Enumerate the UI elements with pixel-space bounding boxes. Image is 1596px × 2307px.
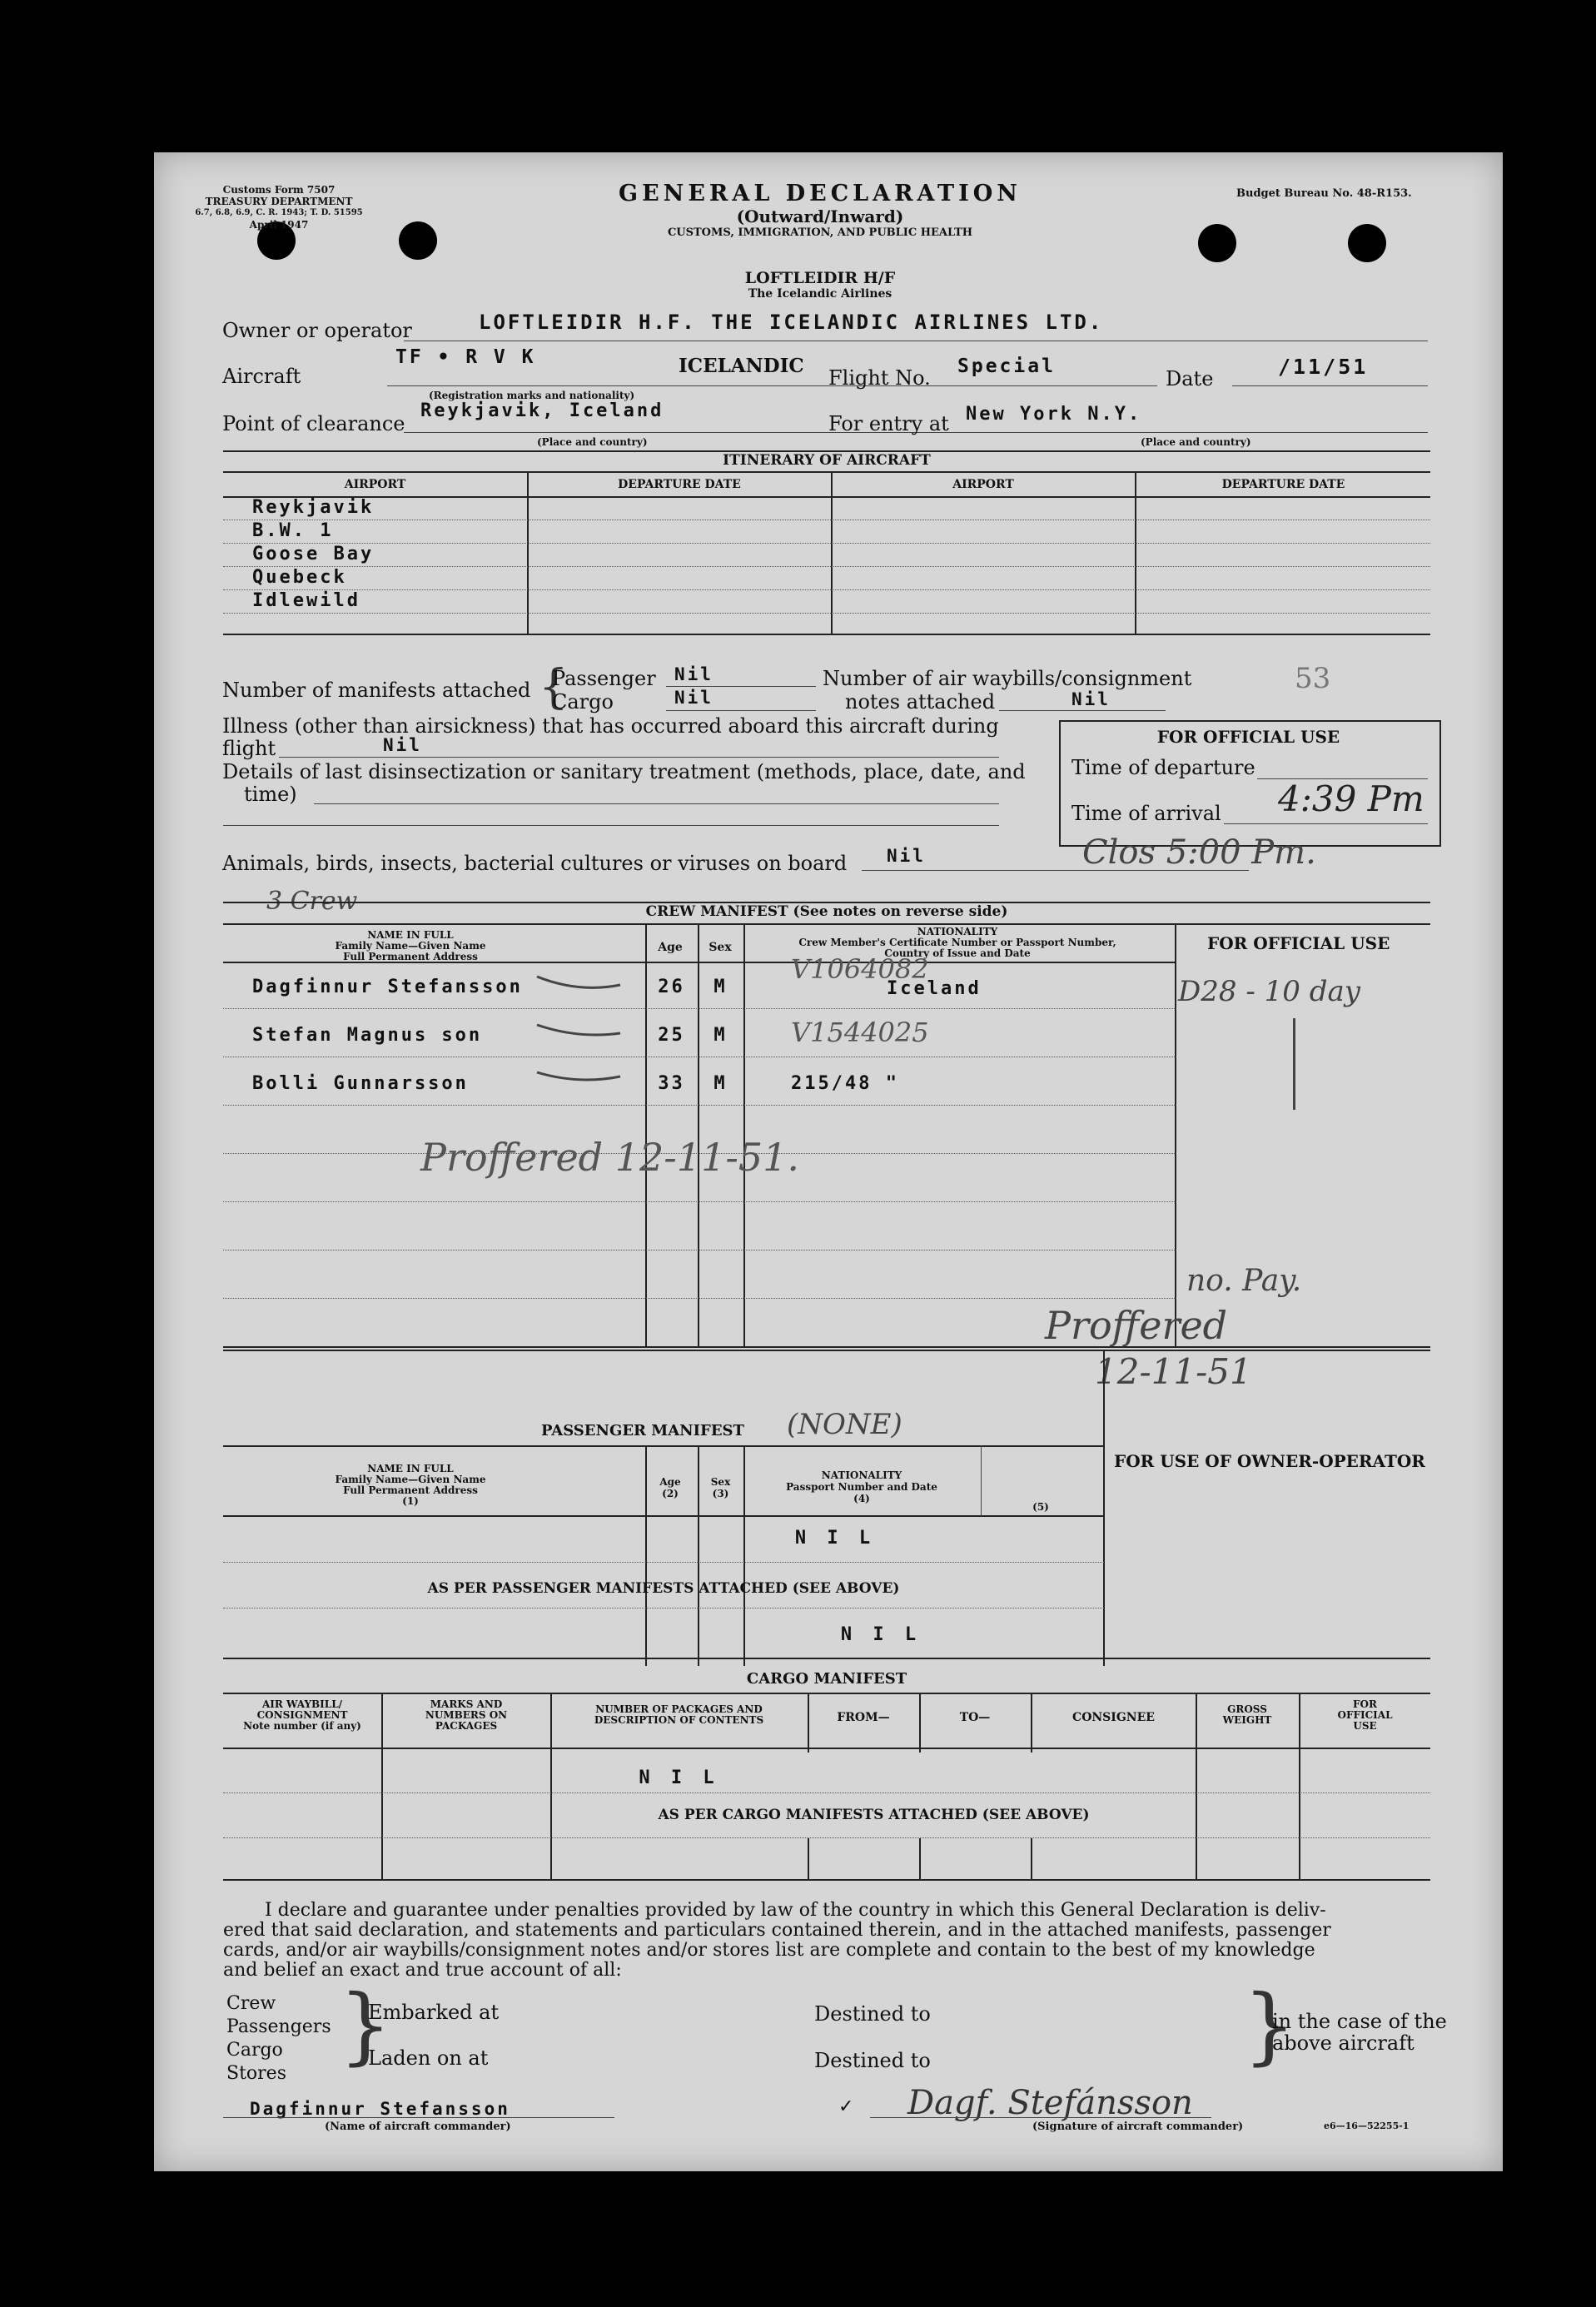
passenger-col-sex-line: Sex <box>710 1476 731 1488</box>
case-note-line: in the case of the <box>1272 2010 1447 2033</box>
official-use-title: FOR OFFICIAL USE <box>1156 727 1340 747</box>
declaration-text <box>223 1901 1430 1981</box>
entry-value: New York N.Y. <box>966 404 1142 425</box>
cargo-manifest-value: Nil <box>674 688 713 708</box>
cargo-rule <box>223 1837 1430 1838</box>
aircraft-value: TF • R V K <box>395 346 536 368</box>
crew-age: 26 <box>658 977 685 997</box>
clearance-label: Point of clearance <box>222 412 405 435</box>
close-time-note: Clos 5:00 Pm. <box>1082 833 1316 872</box>
crew-col-sex: Sex <box>709 941 732 954</box>
owner-operator-use: FOR USE OF OWNER-OPERATOR <box>1114 1451 1425 1471</box>
cargo-divider <box>808 1693 809 1753</box>
date-label: Date <box>1166 367 1214 390</box>
cargo-col-number-line: DESCRIPTION OF CONTENTS <box>594 1714 764 1726</box>
crew-rule <box>223 1201 1176 1202</box>
crew-col-nat-line: Country of Issue and Date <box>884 947 1031 959</box>
crew-sex: M <box>713 977 728 997</box>
airline-sub: The Icelandic Airlines <box>748 287 892 301</box>
cargo-col-waybill-line: Note number (if any) <box>243 1720 361 1732</box>
passenger-nil-2: N I L <box>840 1624 922 1645</box>
form-title <box>570 181 1070 239</box>
crew-name: Dagfinnur Stefansson <box>252 977 523 997</box>
budget-bureau: Budget Bureau No. 48-R153. <box>1236 187 1412 200</box>
cargo-divider <box>1031 1838 1032 1879</box>
itinerary-bottom <box>223 634 1430 635</box>
crew-nationality: Iceland <box>887 978 982 999</box>
passenger-underline <box>666 686 816 687</box>
passenger-divider <box>645 1445 647 1666</box>
itinerary-title: ITINERARY OF AIRCRAFT <box>723 452 931 469</box>
crew-col-official: FOR OFFICIAL USE <box>1207 933 1390 953</box>
embarked-label: Embarked at <box>368 2001 500 2024</box>
cargo-col-official <box>1300 1699 1429 1732</box>
cargo-rule <box>223 1792 1430 1793</box>
category-crew: Crew <box>226 1993 276 2014</box>
passenger-owner-divider <box>1103 1350 1105 1666</box>
cargo-col-to: TO— <box>959 1711 991 1724</box>
commander-name-label: (Name of aircraft commander) <box>325 2121 511 2133</box>
cargo-col-waybill <box>223 1699 381 1732</box>
case-note <box>1272 2011 1447 2054</box>
arrival-time-label: Time of arrival <box>1071 802 1221 825</box>
itinerary-divider <box>527 471 529 634</box>
crew-name: Stefan Magnus son <box>252 1025 483 1046</box>
crew-proffered-note: Proffered 12-11-51. <box>420 1135 800 1180</box>
declaration-line: cards, and/or air waybills/consignment notes and/or stores list are complete and contain to the best of my knowledge <box>223 1940 1315 1961</box>
cargo-col-gross <box>1197 1704 1297 1726</box>
passenger-col-name-line: Full Permanent Address <box>343 1484 478 1496</box>
crew-checkmarks <box>529 960 645 1093</box>
category-cargo: Cargo <box>226 2040 283 2061</box>
declaration-line: I declare and guarantee under penalties provided by law of the country in which this General Declaration is deliv- <box>265 1900 1326 1921</box>
passenger-col-sex-line: (3) <box>712 1488 729 1499</box>
passenger-col-nat-line: NATIONALITY <box>821 1469 902 1481</box>
date-underline <box>1232 385 1428 386</box>
crew-col-name-line: Family Name—Given Name <box>335 940 486 952</box>
itinerary-rule <box>223 589 1430 590</box>
cargo-col-official-line: USE <box>1353 1720 1377 1732</box>
crew-col-age: Age <box>658 941 683 954</box>
airline-name: LOFTLEIDIR H/F <box>744 269 896 287</box>
date-value: /11/51 <box>1278 355 1369 379</box>
passenger-manifest-label: Passenger <box>552 667 656 690</box>
declaration-line: and belief an exact and true account of all: <box>223 1960 622 1981</box>
passenger-title-bottom <box>223 1445 1104 1447</box>
proffered-note-2: Proffered <box>1045 1303 1228 1348</box>
flight-label: Flight No. <box>828 366 931 390</box>
crew-col-nat-line: Crew Member's Certificate Number or Passport Number, <box>798 937 1116 948</box>
itinerary-rule <box>223 543 1430 544</box>
proffered-date-2: 12-11-51 <box>1095 1351 1252 1392</box>
aircraft-nationality: ICELANDIC <box>679 355 804 377</box>
waybill-label: Number of air waybills/consignment <box>823 667 1192 690</box>
passenger-header-bottom <box>223 1515 1104 1517</box>
passenger-title: PASSENGER MANIFEST <box>541 1422 744 1439</box>
passenger-nil: N I L <box>794 1528 876 1549</box>
waybill-value: Nil <box>1071 689 1111 709</box>
entry-label: For entry at <box>828 412 949 435</box>
crew-passport-hand: V1064082 <box>791 953 929 985</box>
entry-underline <box>957 432 1428 433</box>
crew-title: CREW MANIFEST (See notes on reverse side) <box>645 903 1008 920</box>
itinerary-rule <box>223 613 1430 614</box>
crew-divider <box>1175 923 1176 1348</box>
punch-hole <box>1348 224 1386 262</box>
crew-col-name-line: NAME IN FULL <box>367 929 454 941</box>
cargo-underline <box>666 710 816 711</box>
crew-count-note: 3 Crew <box>266 887 358 916</box>
no-pay-note: no. Pay. <box>1186 1264 1302 1298</box>
crew-bottom <box>223 1346 1430 1348</box>
destined-label-2: Destined to <box>814 2049 931 2072</box>
punch-hole <box>1198 224 1236 262</box>
passenger-col-nat-line: Passport Number and Date <box>786 1481 937 1493</box>
passenger-col-5: (5) <box>1032 1501 1049 1513</box>
passenger-divider <box>698 1445 699 1666</box>
itinerary-divider <box>1135 471 1136 634</box>
print-code: e6—16—52255-1 <box>1324 2121 1410 2131</box>
case-note-line: above aircraft <box>1272 2031 1415 2055</box>
cargo-divider <box>1196 1693 1197 1879</box>
itinerary-airport: Goose Bay <box>252 544 375 564</box>
manifests-brace: { <box>539 660 569 714</box>
categories-brace: } <box>339 1976 392 2074</box>
title-line3: CUSTOMS, IMMIGRATION, AND PUBLIC HEALTH <box>667 226 973 239</box>
passenger-col-nat-line: (4) <box>853 1493 870 1504</box>
itinerary-airport: B.W. 1 <box>252 520 334 541</box>
signature-underline <box>870 2117 1211 2118</box>
place-note: (Place and country) <box>537 436 648 448</box>
cargo-header-bottom <box>223 1748 1430 1749</box>
cargo-manifest-label: Cargo <box>552 690 614 713</box>
disinsect-label-2: time) <box>244 783 297 806</box>
passenger-col-name-line: Family Name—Given Name <box>335 1474 486 1485</box>
cargo-title: CARGO MANIFEST <box>746 1670 907 1688</box>
itinerary-airport: Quebeck <box>252 567 347 588</box>
crew-name: Bolli Gunnarsson <box>252 1073 469 1094</box>
signature-mark: ✓ <box>838 2096 854 2117</box>
commander-name-underline <box>223 2117 614 2118</box>
crew-age: 25 <box>658 1025 685 1046</box>
illness-underline <box>279 757 999 758</box>
destination-brace: } <box>1243 1976 1296 2074</box>
form-info <box>187 184 370 231</box>
title-main: GENERAL DECLARATION <box>619 181 1022 206</box>
crew-rule <box>223 1298 1176 1299</box>
itinerary-airport: Reykjavik <box>252 497 375 518</box>
passenger-manifest-value: Nil <box>674 664 713 684</box>
cargo-divider <box>919 1838 921 1879</box>
cargo-divider <box>1031 1693 1032 1753</box>
flight-underline <box>949 385 1157 386</box>
cargo-col-number <box>552 1704 806 1726</box>
crew-col-name-line: Full Permanent Address <box>343 951 478 962</box>
passenger-divider <box>981 1445 982 1516</box>
punch-hole <box>399 221 437 260</box>
passenger-col-age-line: Age <box>659 1476 681 1488</box>
form-refs: 6.7, 6.8, 6.9, C. R. 1943; T. D. 51595 <box>195 208 363 217</box>
aircraft-label: Aircraft <box>222 365 301 388</box>
manifests-label: Number of manifests attached <box>222 679 531 702</box>
departure-time-label: Time of departure <box>1071 756 1255 779</box>
itinerary-col-departure: DEPARTURE DATE <box>618 478 741 491</box>
cargo-divider <box>1299 1693 1300 1879</box>
passenger-as-per: AS PER PASSENGER MANIFESTS ATTACHED (SEE ABOVE) <box>427 1580 900 1597</box>
itinerary-col-departure-2: DEPARTURE DATE <box>1221 478 1345 491</box>
clearance-value: Reykjavik, Iceland <box>420 400 664 421</box>
itinerary-col-airport-2: AIRPORT <box>952 478 1014 491</box>
passenger-top <box>223 1350 1430 1351</box>
cargo-col-marks-line: MARKS AND <box>430 1698 503 1710</box>
passenger-col-sex <box>698 1476 743 1499</box>
illness-value: Nil <box>383 735 422 755</box>
passenger-col-name-line: (1) <box>402 1495 419 1507</box>
airline-block <box>654 269 987 301</box>
title-sub: (Outward/Inward) <box>736 206 904 226</box>
cargo-col-from: FROM— <box>837 1711 890 1724</box>
crew-passport-hand: V1544025 <box>791 1017 929 1048</box>
form-date: April 1947 <box>249 219 309 231</box>
cargo-col-marks-line: NUMBERS ON <box>425 1709 508 1721</box>
stamp-number: 53 <box>1295 662 1331 695</box>
disinsect-label: Details of last disinsectization or sanitary treatment (methods, place, date, and <box>222 760 1026 783</box>
itinerary-title-bottom <box>223 471 1430 473</box>
passenger-col-name <box>223 1464 598 1507</box>
crew-title-bottom <box>223 923 1430 925</box>
passenger-rule <box>223 1562 1104 1563</box>
itinerary-airport: Idlewild <box>252 590 360 611</box>
passenger-col-name-line: NAME IN FULL <box>367 1463 454 1474</box>
passenger-col-age <box>645 1476 695 1499</box>
cargo-col-official-line: FOR <box>1353 1698 1377 1710</box>
cargo-col-waybill-line: CONSIGNMENT <box>256 1709 348 1721</box>
arrival-time-underline <box>1224 823 1428 824</box>
cargo-col-gross-line: WEIGHT <box>1222 1714 1272 1726</box>
itinerary-rule <box>223 566 1430 567</box>
cargo-col-consignee: CONSIGNEE <box>1072 1711 1155 1724</box>
animals-value: Nil <box>887 846 926 866</box>
itinerary-header-bottom <box>223 496 1430 498</box>
crew-header-bottom <box>223 962 1176 963</box>
itinerary-airports <box>252 496 374 613</box>
declaration-form <box>154 152 1503 2171</box>
commander-name: Dagfinnur Stefansson <box>250 2099 510 2119</box>
cargo-divider <box>381 1693 383 1879</box>
owner-value: LOFTLEIDIR H.F. THE ICELANDIC AIRLINES LTD. <box>479 311 1104 334</box>
flight-value: Special <box>957 355 1056 377</box>
declaration-line: ered that said declaration, and statements and particulars contained therein, and in the attached manifests, passenger <box>223 1920 1331 1941</box>
cargo-as-per: AS PER CARGO MANIFESTS ATTACHED (SEE ABOVE) <box>658 1807 1090 1823</box>
category-stores: Stores <box>226 2063 286 2084</box>
place-note-2: (Place and country) <box>1141 436 1251 448</box>
cargo-divider <box>808 1838 809 1879</box>
crew-nationality: 215/48 " <box>791 1073 899 1094</box>
cargo-col-marks-line: PACKAGES <box>435 1720 498 1732</box>
registration-note: (Registration marks and nationality) <box>429 390 635 401</box>
cargo-divider <box>919 1693 921 1753</box>
crew-sex: M <box>713 1073 728 1094</box>
cargo-title-bottom <box>223 1693 1430 1694</box>
itinerary-col-airport: AIRPORT <box>344 478 406 491</box>
crew-age: 33 <box>658 1073 685 1094</box>
laden-label: Laden on at <box>368 2046 489 2070</box>
cargo-col-waybill-line: AIR WAYBILL/ <box>261 1698 343 1710</box>
waybill-label-2: notes attached <box>845 690 996 713</box>
hand-line <box>1293 1018 1295 1110</box>
form-number: Customs Form 7507 <box>222 184 336 196</box>
waybill-underline <box>999 710 1166 711</box>
owner-label: Owner or operator <box>222 319 412 342</box>
cargo-bottom <box>223 1879 1430 1881</box>
crew-official-note: D28 - 10 day <box>1178 975 1360 1008</box>
illness-label-2: flight <box>222 737 276 760</box>
crew-col-nat-line: NATIONALITY <box>917 926 998 937</box>
category-passengers: Passengers <box>226 2016 331 2037</box>
cargo-col-gross-line: GROSS <box>1227 1703 1267 1715</box>
disinsect-underline <box>314 803 999 804</box>
itinerary-divider <box>831 471 833 634</box>
cargo-col-official-line: OFFICIAL <box>1337 1709 1393 1721</box>
passenger-none-note: (NONE) <box>787 1408 902 1441</box>
crew-sex: M <box>713 1025 728 1046</box>
crew-col-name <box>223 930 598 962</box>
cargo-col-number-line: NUMBER OF PACKAGES AND <box>595 1703 763 1715</box>
form-dept: TREASURY DEPARTMENT <box>205 196 353 207</box>
illness-label: Illness (other than airsickness) that has occurred aboard this aircraft during <box>222 714 999 738</box>
crew-rule <box>223 1008 1176 1009</box>
passenger-bottom <box>223 1658 1430 1659</box>
crew-rule <box>223 1105 1176 1106</box>
signature-label: (Signature of aircraft commander) <box>1032 2121 1244 2133</box>
passenger-col-nationality <box>745 1469 978 1504</box>
cargo-col-marks <box>383 1699 549 1732</box>
arrival-time-value: 4:39 Pm <box>1278 778 1424 819</box>
passenger-col-age-line: (2) <box>662 1488 679 1499</box>
animals-label: Animals, birds, insects, bacterial cultures or viruses on board <box>222 852 848 875</box>
cargo-nil: N I L <box>639 1768 719 1788</box>
commander-signature: Dagf. Stefánsson <box>907 2084 1193 2122</box>
declaration-categories <box>226 1992 331 2086</box>
destined-label: Destined to <box>814 2002 931 2026</box>
disinsect-underline-2 <box>223 825 999 826</box>
